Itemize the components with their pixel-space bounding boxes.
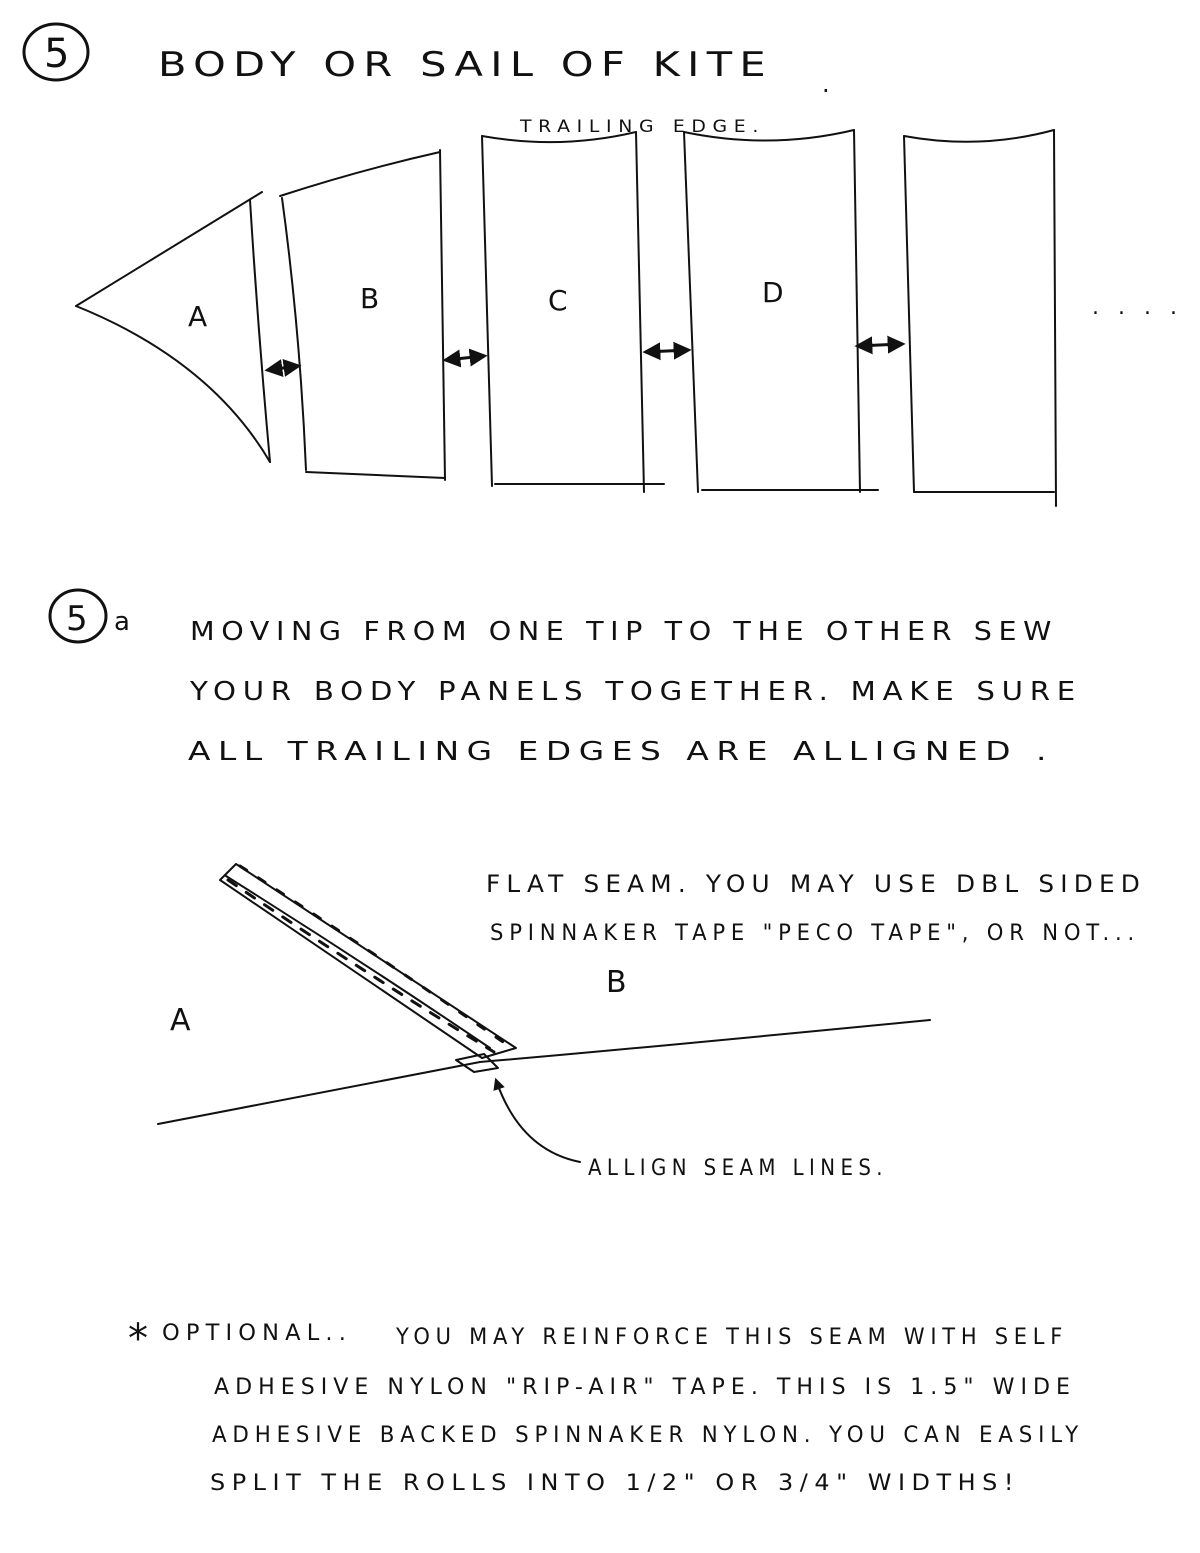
section-5a [50,590,1082,767]
panel-e [904,130,1056,506]
gap-arrow-ab [268,366,298,370]
trailing-edge-label: TRAILING EDGE. [518,117,765,137]
title-period: . [822,70,836,98]
optional-lead: OPTIONAL.. [162,1321,352,1346]
panel-b [280,150,445,480]
panel-c [482,132,664,492]
step-number: 5 [44,31,76,77]
optional-line-2: ADHESIVE NYLON "RIP-AIR" TAPE. THIS IS 1.5" WIDE [214,1375,1076,1400]
panel-a [76,192,270,462]
seam-stitch-dashes-2 [240,866,506,1044]
callout-arrow [496,1080,580,1162]
section-5-heading [24,24,836,98]
flat-seam-detail [158,864,1146,1181]
seam-note-line-2: SPINNAKER TAPE "PECO TAPE", OR NOT... [490,921,1140,946]
panel-d [684,130,878,492]
instruction-line-2: YOUR BODY PANELS TOGETHER. MAKE SURE [188,677,1082,707]
optional-note [128,1316,1084,1496]
optional-line-4: SPLIT THE ROLLS INTO 1/2" OR 3/4" WIDTHS! [210,1471,1020,1496]
panel-label-b: B [360,282,386,315]
step-suffix-5a: a [114,607,136,637]
seam-note-line-1: FLAT SEAM. YOU MAY USE DBL SIDED [486,870,1146,898]
instruction-line-3: ALL TRAILING EDGES ARE ALLIGNED . [188,737,1054,767]
kite-panels-diagram [76,117,1183,506]
seam-line [158,1020,930,1124]
seam-label-a: A [170,1003,197,1038]
optional-line-3: ADHESIVE BACKED SPINNAKER NYLON. YOU CAN EASILY [212,1423,1084,1448]
panel-label-d: D [762,276,790,309]
instruction-line-1: MOVING FROM ONE TIP TO THE OTHER SEW [190,617,1058,647]
seam-stitch-line [226,876,490,1048]
gap-arrow-bc [446,356,484,360]
seam-tape-strip [220,864,516,1058]
panel-label-c: C [548,284,574,317]
gap-arrow-cd [646,350,688,352]
continuation-dots: . . . . [1092,295,1183,320]
panel-label-a: A [188,300,214,333]
seam-stitch-dashes [228,880,494,1052]
optional-line-1: YOU MAY REINFORCE THIS SEAM WITH SELF [395,1325,1069,1350]
section-title: BODY OR SAIL OF KITE [158,45,773,85]
step-number-5a: 5 [66,599,94,639]
gap-arrow-de [858,344,902,346]
seam-callout: ALLIGN SEAM LINES. [588,1156,888,1181]
seam-label-b: B [606,965,633,1000]
asterisk-marker: * [128,1316,154,1362]
